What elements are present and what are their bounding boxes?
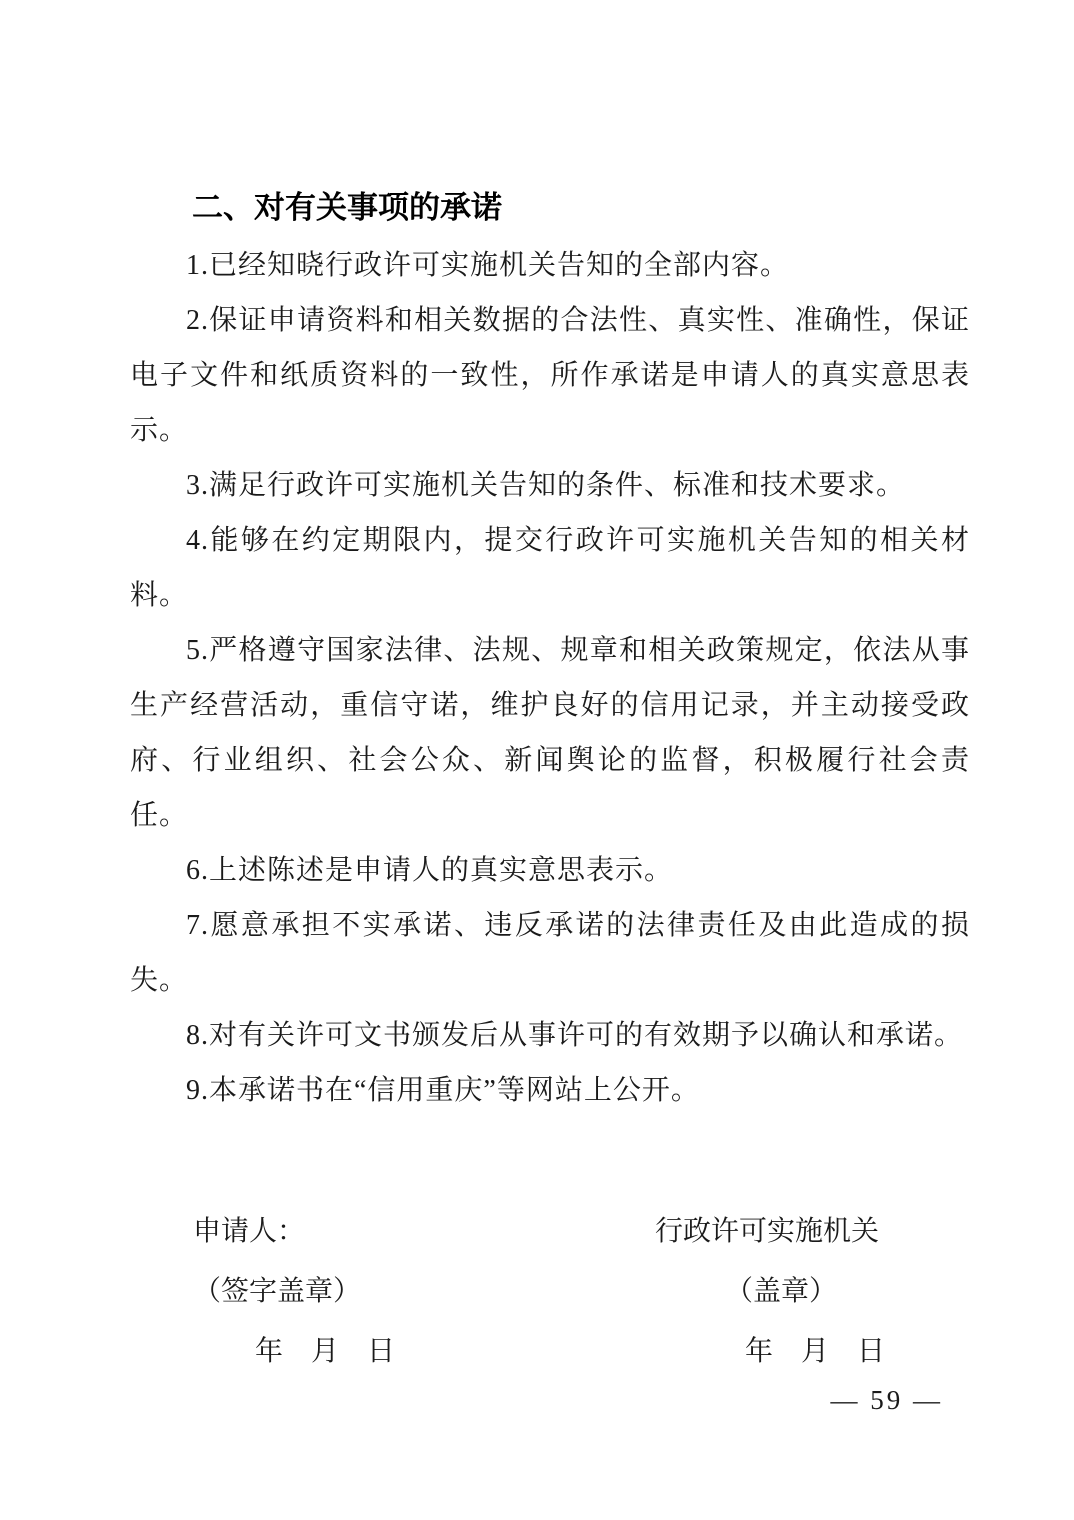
section-heading: 二、对有关事项的承诺 — [192, 190, 502, 225]
page-number: — 59 — — [830, 1385, 943, 1415]
commitment-item-5: 5.严格遵守国家法律、法规、规章和相关政策规定，依法从事生产经营活动，重信守诺，维护良好的信用记录，并主动接受政府、行业组织、社会公众、新闻舆论的监督，积极履行社会责任。 — [130, 635, 970, 831]
commitment-item-4: 4.能够在约定期限内，提交行政许可实施机关告知的相关材料。 — [130, 525, 970, 611]
commitment-item-7: 7.愿意承担不实承诺、违反承诺的法律责任及由此造成的损失。 — [130, 910, 970, 996]
document-content — [130, 0, 970, 1392]
commitment-item-8: 8.对有关许可文书颁发后从事许可的有效期予以确认和承诺。 — [186, 1020, 964, 1051]
signature-block — [130, 1202, 970, 1392]
applicant-date-line: 年 月 日 — [255, 1336, 396, 1367]
signature-applicant — [193, 1202, 395, 1382]
applicant-title: 申请人： — [193, 1216, 306, 1247]
authority-title: 行政许可实施机关 — [655, 1216, 880, 1247]
commitment-item-6: 6.上述陈述是申请人的真实意思表示。 — [186, 855, 674, 886]
commitment-item-9: 9.本承诺书在“信用重庆”等网站上公开。 — [186, 1075, 700, 1106]
authority-seal-note: （盖章） — [725, 1276, 838, 1307]
signature-authority — [655, 1202, 885, 1382]
commitment-item-2: 2.保证申请资料和相关数据的合法性、真实性、准确性，保证电子文件和纸质资料的一致性，所作承诺是申请人的真实意思表示。 — [130, 305, 970, 446]
commitment-items — [130, 238, 970, 1118]
commitment-item-3: 3.满足行政许可实施机关告知的条件、标准和技术要求。 — [186, 470, 906, 501]
authority-date-line: 年 月 日 — [745, 1336, 886, 1367]
applicant-seal-note: （签字盖章） — [193, 1276, 362, 1307]
commitment-item-1: 1.已经知晓行政许可实施机关告知的全部内容。 — [186, 250, 790, 281]
